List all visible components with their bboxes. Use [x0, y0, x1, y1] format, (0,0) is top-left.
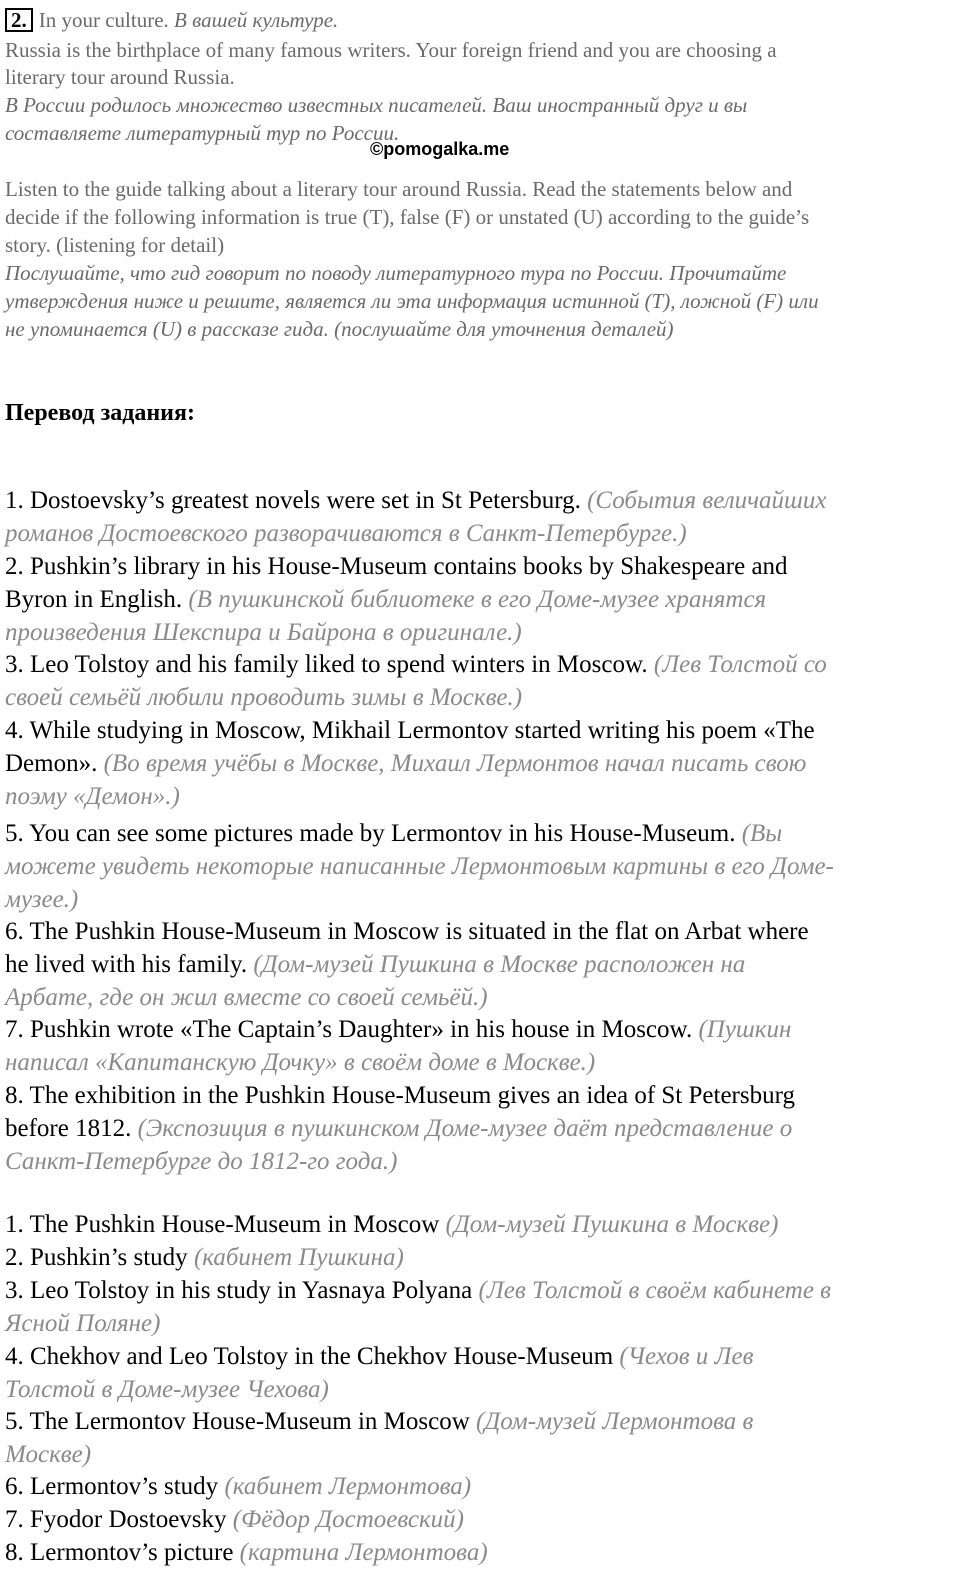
task-ru-line-3: не упоминается (U) в рассказе гида. (послушайте для уточнения деталей)	[5, 317, 674, 341]
picture-item: 1. The Pushkin House-Museum in Moscow (Дом-музей Пушкина в Москве)	[5, 1211, 779, 1238]
task-number: 2.	[5, 8, 33, 32]
task-en-line-3: story. (listening for detail)	[5, 233, 225, 257]
picture-item: 4. Chekhov and Leo Tolstoy in the Chekhov House-Museum (Чехов и Лев Толстой в Доме-музее Чехова)	[5, 1343, 754, 1403]
task-title-en: In your culture.	[38, 8, 169, 32]
picture-item: 5. The Lermontov House-Museum in Moscow (Дом-музей Лермонтова в Москве)	[5, 1408, 754, 1468]
picture-item: 3. Leo Tolstoy in his study in Yasnaya Polyana (Лев Толстой в своём кабинете в Ясной Поляне)	[5, 1277, 832, 1337]
statement-item: 7. Pushkin wrote «The Captain’s Daughter» in his house in Moscow. (Пушкин написал «Капитанскую Дочку» в своём доме в Москве.)	[5, 1016, 792, 1076]
statement-item: 8. The exhibition in the Pushkin House-Museum gives an idea of St Petersburg before 1812. (Экспозиция в пушкинском Доме-музее даёт представление о Санкт-Петербурге до 1812-го года.)	[5, 1082, 795, 1175]
task-en-line-2: decide if the following information is true (T), false (F) or unstated (U) according to the guide’s	[5, 205, 810, 229]
picture-item: 8. Lermontov’s picture (картина Лермонтова)	[5, 1539, 488, 1566]
intro-en-line-2: literary tour around Russia.	[5, 65, 235, 89]
statement-item: 1. Dostoevsky’s greatest novels were set in St Petersburg. (События величайших романов Достоевского разворачиваются в Санкт-Петербурге.)	[5, 487, 827, 547]
intro-ru-line-1: В России родилось множество известных писателей. Ваш иностранный друг и вы	[5, 93, 748, 117]
intro-ru-line-2: составляете литературный тур по России.	[5, 121, 400, 145]
statement-item: 2. Pushkin’s library in his House-Museum contains books by Shakespeare and Byron in English. (В пушкинской библиотеке в его Доме-музее хранятся произведения Шекспира и Байрона в оригинале.)	[5, 553, 788, 646]
statement-item: 3. Leo Tolstoy and his family liked to spend winters in Moscow. (Лев Толстой со своей семьёй любили проводить зимы в Москве.)	[5, 651, 827, 711]
watermark: ©pomogalka.me	[370, 139, 510, 159]
task-ru-line-2: утверждения ниже и решите, является ли эта информация истинной (T), ложной (F) или	[5, 289, 819, 313]
task-en-line-1: Listen to the guide talking about a literary tour around Russia. Read the statements below and	[5, 177, 793, 201]
statement-item: 6. The Pushkin House-Museum in Moscow is situated in the flat on Arbat where he lived with his family. (Дом-музей Пушкина в Москве расположен на Арбате, где он жил вместе со своей семьёй.)	[5, 918, 809, 1011]
task-header	[5, 6, 338, 34]
picture-item: 6. Lermontov’s study (кабинет Лермонтова)	[5, 1473, 472, 1500]
task-ru-line-1: Послушайте, что гид говорит по поводу литературного тура по России. Прочитайте	[5, 261, 787, 285]
section-title: Перевод задания:	[5, 400, 195, 426]
picture-item: 2. Pushkin’s study (кабинет Пушкина)	[5, 1244, 404, 1271]
picture-item: 7. Fyodor Dostoevsky (Фёдор Достоевский)	[5, 1506, 465, 1533]
intro-en-line-1: Russia is the birthplace of many famous writers. Your foreign friend and you are choosing a	[5, 38, 777, 62]
statement-item: 5. You can see some pictures made by Lermontov in his House-Museum. (Вы можете увидеть некоторые написанные Лермонтовым картины в его Доме- музее.)	[5, 820, 834, 913]
task-title-ru: В вашей культуре.	[174, 8, 339, 32]
statement-item: 4. While studying in Moscow, Mikhail Lermontov started writing his poem «The Demon». (Во время учёбы в Москве, Михаил Лермонтов начал писать свою поэму «Демон».)	[5, 717, 815, 810]
